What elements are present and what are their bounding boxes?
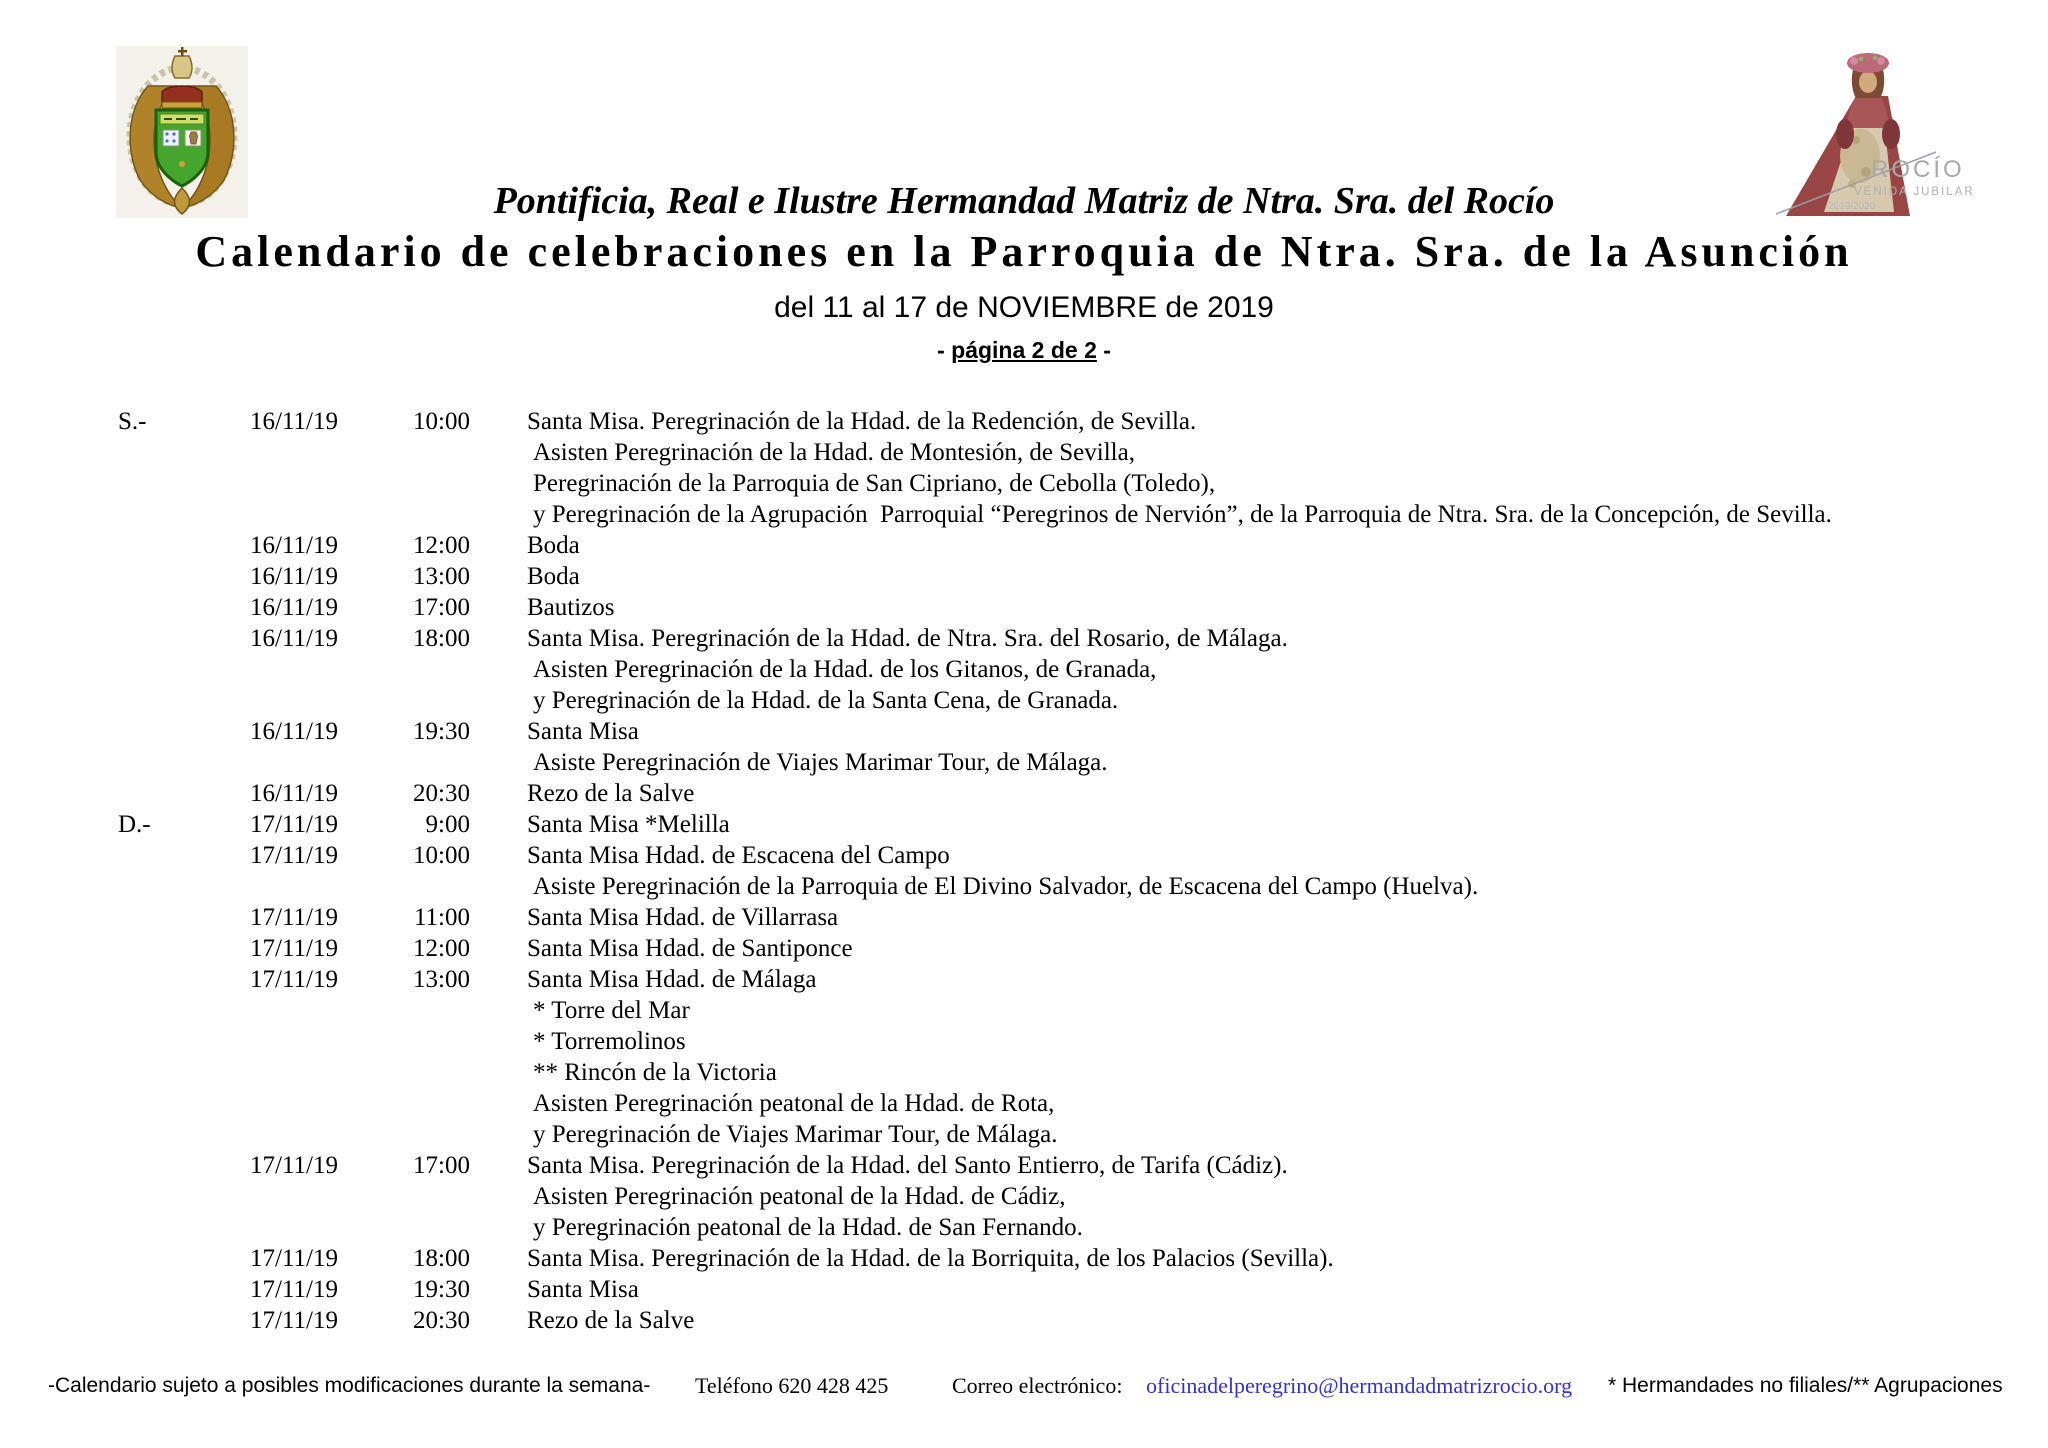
row-date: 16/11/19	[250, 594, 338, 621]
row-description: Santa Misa *Melilla	[527, 811, 730, 838]
row-day-label	[118, 840, 250, 871]
row-time	[372, 685, 470, 716]
row-day-label	[118, 1026, 250, 1057]
row-time	[372, 1212, 470, 1243]
footer-email-link[interactable]: oficinadelperegrino@hermandadmatrizrocio.org	[1146, 1373, 1573, 1398]
row-day-label	[118, 1057, 250, 1088]
schedule-row	[0, 1243, 2048, 1274]
row-time	[372, 437, 470, 468]
row-day-label	[118, 468, 250, 499]
row-date	[250, 499, 372, 530]
row-date: 17/11/19	[250, 1276, 338, 1303]
row-date	[250, 468, 372, 499]
row-date	[250, 1057, 372, 1088]
row-time	[372, 1181, 470, 1212]
row-date: 16/11/19	[250, 780, 338, 807]
jubilee-logo-line3: 2019/2020	[1828, 201, 1876, 212]
page-indicator	[0, 334, 2048, 366]
row-day-label	[118, 902, 250, 933]
schedule-row	[0, 1305, 2048, 1336]
schedule-row	[0, 840, 2048, 871]
date-range-subtitle: del 11 al 17 de NOVIEMBRE de 2019	[774, 291, 1274, 324]
schedule-row	[0, 592, 2048, 623]
row-description: y Peregrinación de la Hdad. de la Santa Cena, de Granada.	[533, 687, 1119, 714]
jubilee-logo-line2: VENIDA JUBILAR	[1854, 186, 1975, 198]
schedule-row	[0, 623, 2048, 654]
page-indicator-text: página 2 de 2	[951, 337, 1097, 363]
row-day-label	[118, 437, 250, 468]
row-description: Santa Misa. Peregrinación de la Hdad. del Santo Entierro, de Tarifa (Cádiz).	[527, 1152, 1288, 1179]
schedule-continuation-row	[0, 871, 2048, 902]
row-description: Santa Misa Hdad. de Santiponce	[527, 935, 853, 962]
footer-legend: * Hermandades no filiales/** Agrupaciones	[1608, 1374, 2003, 1397]
row-date	[250, 1119, 372, 1150]
schedule-row	[0, 778, 2048, 809]
row-date	[250, 995, 372, 1026]
row-date: 17/11/19	[250, 904, 338, 931]
row-description: y Peregrinación peatonal de la Hdad. de San Fernando.	[533, 1214, 1083, 1241]
row-description: Santa Misa. Peregrinación de la Hdad. de Ntra. Sra. del Rosario, de Málaga.	[527, 625, 1288, 652]
row-description: Santa Misa. Peregrinación de la Hdad. de la Redención, de Sevilla.	[527, 408, 1197, 435]
row-description: Asisten Peregrinación peatonal de la Hdad. de Cádiz,	[533, 1183, 1066, 1210]
schedule-continuation-row	[0, 1088, 2048, 1119]
page-indicator-prefix: -	[937, 337, 952, 363]
row-time: 18:00	[413, 1245, 470, 1272]
schedule-continuation-row	[0, 1181, 2048, 1212]
row-day-label	[118, 933, 250, 964]
row-time: 20:30	[413, 780, 470, 807]
schedule-continuation-row	[0, 654, 2048, 685]
row-time	[372, 1088, 470, 1119]
row-time: 13:00	[413, 966, 470, 993]
schedule-row	[0, 933, 2048, 964]
row-date	[250, 1181, 372, 1212]
schedule-row	[0, 716, 2048, 747]
row-description: y Peregrinación de la Agrupación Parroquial “Peregrinos de Nervión”, de la Parroquia de Ntra. Sra. de la Concepción, de Sevilla.	[533, 501, 1832, 528]
row-time	[372, 1119, 470, 1150]
row-time: 11:00	[413, 904, 470, 931]
schedule-continuation-row	[0, 747, 2048, 778]
page-indicator-suffix: -	[1096, 337, 1111, 363]
row-time	[372, 499, 470, 530]
schedule-row	[0, 1274, 2048, 1305]
row-description: Santa Misa	[527, 1276, 639, 1303]
schedule-row	[0, 406, 2048, 437]
row-date	[250, 1026, 372, 1057]
row-day-label	[118, 716, 250, 747]
row-description: Peregrinación de la Parroquia de San Cipriano, de Cebolla (Toledo),	[533, 470, 1216, 497]
row-description: Asiste Peregrinación de Viajes Marimar Tour, de Málaga.	[533, 749, 1108, 776]
row-time: 9:00	[425, 811, 470, 838]
schedule-continuation-row	[0, 1119, 2048, 1150]
row-time: 17:00	[413, 594, 470, 621]
row-day-label	[118, 685, 250, 716]
row-day-label	[118, 654, 250, 685]
row-time	[372, 468, 470, 499]
row-day-label	[118, 1119, 250, 1150]
schedule-continuation-row	[0, 468, 2048, 499]
row-description: Rezo de la Salve	[527, 1307, 695, 1334]
row-date: 17/11/19	[250, 1307, 338, 1334]
row-time: 19:30	[413, 718, 470, 745]
row-description: * Torre del Mar	[533, 997, 690, 1024]
row-description: Rezo de la Salve	[527, 780, 695, 807]
row-time: 12:00	[413, 532, 470, 559]
row-time: 18:00	[413, 625, 470, 652]
row-date	[250, 871, 372, 902]
row-time: 10:00	[413, 842, 470, 869]
row-description: Santa Misa Hdad. de Escacena del Campo	[527, 842, 950, 869]
schedule-row	[0, 1150, 2048, 1181]
row-description: Asisten Peregrinación peatonal de la Hdad. de Rota,	[533, 1090, 1055, 1117]
row-date	[250, 1088, 372, 1119]
row-description: Boda	[527, 532, 580, 559]
jubilee-logo-name: ROCÍO	[1871, 156, 1965, 183]
row-day-label	[118, 1212, 250, 1243]
row-day-label: S.-	[118, 408, 147, 435]
row-description: y Peregrinación de Viajes Marimar Tour, de Málaga.	[533, 1121, 1058, 1148]
footer-email-label: Correo electrónico:	[952, 1373, 1123, 1398]
row-day-label	[118, 623, 250, 654]
row-description: Santa Misa Hdad. de Málaga	[527, 966, 817, 993]
schedule-continuation-row	[0, 685, 2048, 716]
footer-note: -Calendario sujeto a posibles modificaciones durante la semana-	[48, 1374, 651, 1397]
row-day-label	[118, 1305, 250, 1336]
row-day-label	[118, 995, 250, 1026]
schedule-row	[0, 561, 2048, 592]
document-footer	[0, 1372, 2048, 1404]
row-description: Santa Misa. Peregrinación de la Hdad. de la Borriquita, de los Palacios (Sevilla).	[527, 1245, 1334, 1272]
row-date: 17/11/19	[250, 935, 338, 962]
row-date: 16/11/19	[250, 625, 338, 652]
row-date: 17/11/19	[250, 966, 338, 993]
row-description: Bautizos	[527, 594, 615, 621]
row-date: 17/11/19	[250, 811, 338, 838]
row-day-label: D.-	[118, 811, 151, 838]
row-day-label	[118, 1088, 250, 1119]
schedule-continuation-row	[0, 1057, 2048, 1088]
row-time: 19:30	[413, 1276, 470, 1303]
schedule-row	[0, 964, 2048, 995]
row-day-label	[118, 1150, 250, 1181]
row-date: 16/11/19	[250, 563, 338, 590]
row-time: 17:00	[413, 1152, 470, 1179]
schedule-continuation-row	[0, 1212, 2048, 1243]
row-date	[250, 1212, 372, 1243]
row-day-label	[118, 747, 250, 778]
row-day-label	[118, 592, 250, 623]
row-description: Boda	[527, 563, 580, 590]
row-date: 16/11/19	[250, 408, 338, 435]
row-description: Asisten Peregrinación de la Hdad. de los Gitanos, de Granada,	[533, 656, 1157, 683]
schedule-continuation-row	[0, 1026, 2048, 1057]
row-time	[372, 995, 470, 1026]
row-time	[372, 654, 470, 685]
row-description: Santa Misa	[527, 718, 639, 745]
schedule-row	[0, 902, 2048, 933]
row-time	[372, 1057, 470, 1088]
schedule	[0, 406, 2048, 1336]
row-day-label	[118, 1274, 250, 1305]
row-time: 20:30	[413, 1307, 470, 1334]
row-date: 17/11/19	[250, 842, 338, 869]
row-date: 16/11/19	[250, 532, 338, 559]
row-description: ** Rincón de la Victoria	[533, 1059, 777, 1086]
page-title: Calendario de celebraciones en la Parroquia de Ntra. Sra. de la Asunción	[195, 227, 1853, 276]
row-day-label	[118, 964, 250, 995]
row-day-label	[118, 1243, 250, 1274]
row-time: 10:00	[413, 408, 470, 435]
row-date	[250, 654, 372, 685]
row-day-label	[118, 778, 250, 809]
organization-title: Pontificia, Real e Ilustre Hermandad Matriz de Ntra. Sra. del Rocío	[493, 180, 1555, 222]
row-day-label	[118, 499, 250, 530]
row-day-label	[118, 561, 250, 592]
row-date: 16/11/19	[250, 718, 338, 745]
row-time: 12:00	[413, 935, 470, 962]
row-time	[372, 1026, 470, 1057]
row-day-label	[118, 530, 250, 561]
schedule-row	[0, 530, 2048, 561]
row-day-label	[118, 1181, 250, 1212]
row-description: Santa Misa Hdad. de Villarrasa	[527, 904, 839, 931]
row-date	[250, 685, 372, 716]
document-header	[0, 178, 2048, 366]
footer-phone: Teléfono 620 428 425	[695, 1373, 889, 1398]
row-day-label	[118, 871, 250, 902]
row-description: Asiste Peregrinación de la Parroquia de El Divino Salvador, de Escacena del Campo (Huelva).	[533, 873, 1479, 900]
row-date: 17/11/19	[250, 1152, 338, 1179]
schedule-continuation-row	[0, 995, 2048, 1026]
schedule-continuation-row	[0, 499, 2048, 530]
schedule-row	[0, 809, 2048, 840]
row-description: Asisten Peregrinación de la Hdad. de Montesión, de Sevilla,	[533, 439, 1135, 466]
row-date	[250, 437, 372, 468]
row-time	[372, 747, 470, 778]
row-time: 13:00	[413, 563, 470, 590]
row-date	[250, 747, 372, 778]
row-time	[372, 871, 470, 902]
row-description: * Torremolinos	[533, 1028, 686, 1055]
row-date: 17/11/19	[250, 1245, 338, 1272]
schedule-continuation-row	[0, 437, 2048, 468]
